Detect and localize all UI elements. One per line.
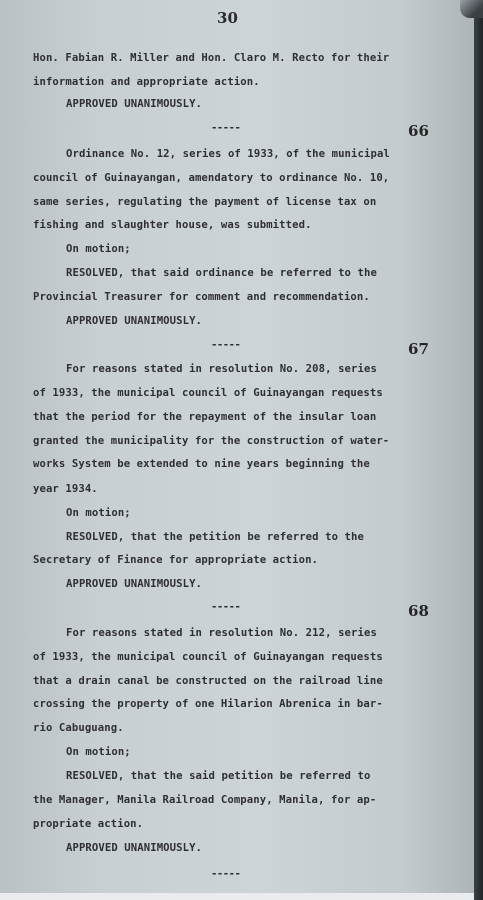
text-line: APPROVED UNANIMOUSLY.: [66, 98, 203, 110]
text-line: APPROVED UNANIMOUSLY.: [66, 578, 203, 590]
text-line: On motion;: [66, 746, 131, 758]
text-line: that a drain canal be constructed on the railroad line: [33, 675, 383, 687]
text-line: For reasons stated in resolution No. 212, series: [66, 627, 377, 639]
text-line: of 1933, the municipal council of Guinayangan requests: [33, 651, 383, 663]
text-line: On motion;: [66, 243, 131, 255]
text-line: Secretary of Finance for appropriate action.: [33, 554, 319, 566]
text-line: council of Guinayangan, amendatory to ordinance No. 10,: [33, 172, 390, 184]
text-line: year 1934.: [33, 483, 98, 495]
resolution-number: 66: [408, 122, 430, 140]
section-separator: -----: [211, 601, 241, 613]
text-line: fishing and slaughter house, was submitted.: [33, 219, 312, 231]
text-line: APPROVED UNANIMOUSLY.: [66, 315, 203, 327]
text-line: RESOLVED, that the petition be referred to the: [66, 531, 364, 543]
book-edge: [474, 0, 483, 900]
text-line: the Manager, Manila Railroad Company, Manila, for ap-: [33, 794, 377, 806]
resolution-number: 67: [408, 340, 430, 358]
text-line: RESOLVED, that the said petition be referred to: [66, 770, 371, 782]
text-line: granted the municipality for the construction of water-: [33, 435, 390, 447]
page-number: 30: [217, 9, 239, 27]
text-line: APPROVED UNANIMOUSLY.: [66, 842, 203, 854]
text-line: On motion;: [66, 507, 131, 519]
text-line: RESOLVED, that said ordinance be referred to the: [66, 267, 377, 279]
text-line: propriate action.: [33, 818, 144, 830]
text-line: that the period for the repayment of the insular loan: [33, 411, 377, 423]
text-line: crossing the property of one Hilarion Abrenica in bar-: [33, 698, 383, 710]
text-line: works System be extended to nine years beginning the: [33, 458, 370, 470]
section-separator: -----: [211, 122, 241, 134]
text-line: rio Cabuguang.: [33, 722, 124, 734]
resolution-number: 68: [408, 602, 430, 620]
page-corner: [460, 0, 483, 18]
text-line: Ordinance No. 12, series of 1933, of the municipal: [66, 148, 390, 160]
text-line: information and appropriate action.: [33, 76, 260, 88]
text-line: For reasons stated in resolution No. 208, series: [66, 363, 377, 375]
text-line: Hon. Fabian R. Miller and Hon. Claro M. Recto for their: [33, 52, 390, 64]
text-line: of 1933, the municipal council of Guinayangan requests: [33, 387, 383, 399]
section-separator: -----: [211, 339, 241, 351]
text-line: Provincial Treasurer for comment and recommendation.: [33, 291, 370, 303]
footer-strip: [0, 893, 474, 900]
section-separator: -----: [211, 868, 241, 880]
text-line: same series, regulating the payment of license tax on: [33, 196, 377, 208]
